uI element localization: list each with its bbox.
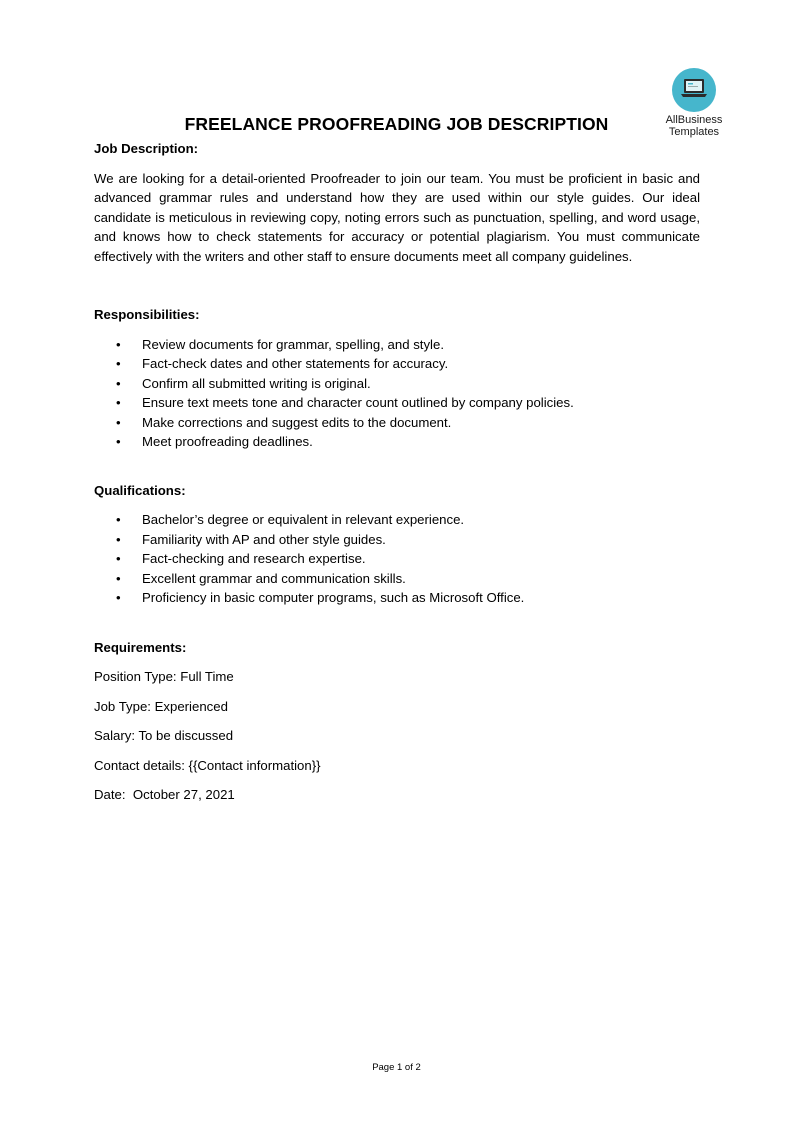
- laptop-icon: [672, 68, 716, 112]
- requirements-heading: Requirements:: [94, 639, 187, 655]
- date: Date: October 27, 2021: [94, 787, 235, 802]
- job-description-heading: Job Description:: [94, 141, 199, 156]
- qualifications-list: [94, 510, 700, 608]
- list-item: • Fact-checking and research expertise.: [116, 551, 366, 566]
- list-item: • Bachelor’s degree or equivalent in relevant experience.: [116, 512, 465, 527]
- position-type: Position Type: Full Time: [94, 669, 234, 684]
- list-item: • Excellent grammar and communication skills.: [116, 570, 406, 586]
- logo-text-line1: AllBusiness: [665, 114, 723, 126]
- list-item: • Make corrections and suggest edits to the document.: [116, 414, 452, 430]
- salary: Salary: To be discussed: [94, 728, 234, 743]
- job-type: Job Type: Experienced: [94, 698, 228, 714]
- responsibilities-list: [94, 335, 700, 452]
- responsibilities-heading: Responsibilities:: [94, 307, 200, 322]
- list-item: • Confirm all submitted writing is original.: [116, 375, 371, 391]
- list-item: • Meet proofreading deadlines.: [116, 434, 313, 449]
- list-item: • Ensure text meets tone and character count outlined by company policies.: [116, 395, 574, 410]
- logo-text-line2: Templates: [668, 126, 720, 138]
- page-number: Page 1 of 2: [372, 1062, 421, 1073]
- list-item: • Fact-check dates and other statements for accuracy.: [116, 356, 449, 371]
- document-title: FREELANCE PROOFREADING JOB DESCRIPTION: [184, 114, 609, 134]
- list-item: • Proficiency in basic computer programs, such as Microsoft Office.: [116, 590, 525, 605]
- list-item: • Review documents for grammar, spelling, and style.: [116, 336, 444, 352]
- document-body: [94, 139, 700, 805]
- qualifications-heading: Qualifications:: [94, 482, 186, 498]
- list-item: • Familiarity with AP and other style guides.: [116, 531, 386, 547]
- job-description-text: We are looking for a detail-oriented Proofreader to join our team. You must be proficient in basic and advanced grammar rules and understand how they are used within our style guides. Our ideal candidate is meticulous in reviewing copy, noting errors such as punctuation, spelling, and word usage, and knows how to check statements for accuracy or potential plagiarism. You must communicate effectively with the writers and other staff to ensure documents meet all company guidelines.: [94, 170, 700, 264]
- contact-details: Contact details: {{Contact information}}: [94, 757, 321, 773]
